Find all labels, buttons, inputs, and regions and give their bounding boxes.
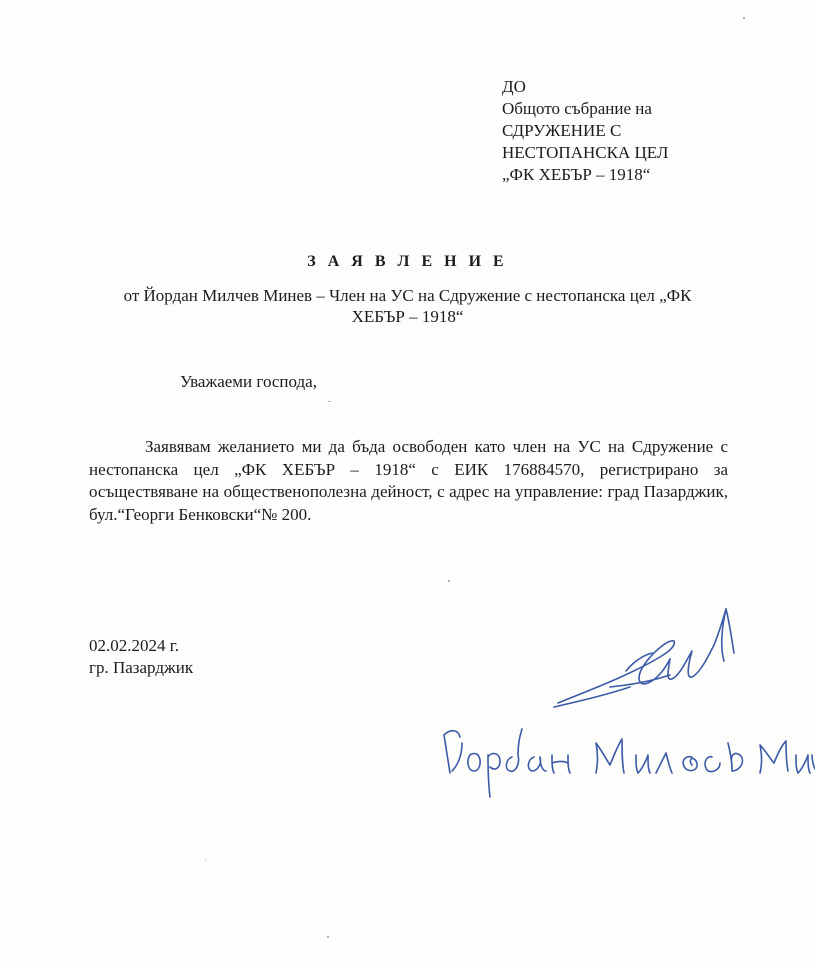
addressee-line: Общото събрание на <box>502 99 652 118</box>
addressee-line: „ФК ХЕБЪР – 1918“ <box>502 165 651 184</box>
addressee-block <box>502 76 668 186</box>
date-place-block <box>89 635 193 679</box>
handwritten-signature <box>430 595 815 810</box>
date: 02.02.2024 г. <box>89 636 180 655</box>
applicant-line: от Йордан Милчев Минев – Член на УС на Сдружение с нестопанска цел „ФК ХЕБЪР – 1918“ <box>123 286 692 326</box>
signature-ink <box>444 609 815 797</box>
addressee-line: ДО <box>502 77 526 96</box>
addressee-line: СДРУЖЕНИЕ С <box>502 121 622 140</box>
statement-paragraph: Заявявам желанието ми да бъда освободен като член на УС на Сдружение с нестопанска цел „ФК ХЕБЪР – 1918“ с ЕИК 176884570, регистрирано за осъществяване на общественополезна дейност, с адрес на управление: град Пазарджик, бул.“Георги Бенковски“№ 200. <box>89 437 728 524</box>
addressee-line: НЕСТОПАНСКА ЦЕЛ <box>502 143 669 162</box>
document-title: З А Я В Л Е Н И Е <box>307 253 508 270</box>
salutation: Уважаеми господа, <box>180 372 317 391</box>
place: гр. Пазарджик <box>89 658 194 677</box>
